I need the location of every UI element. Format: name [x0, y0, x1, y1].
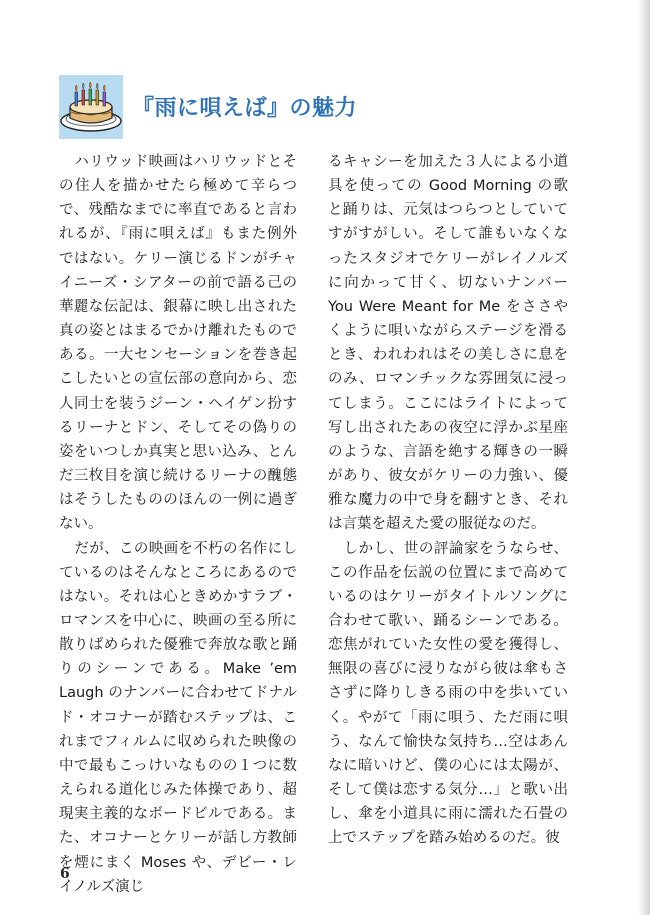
- paragraph: [328, 150, 568, 537]
- paragraph-text: ハリウッド映画はハリウッドとその住人を描かせたら極めて辛らつで、残酷なまでに率直であると言われるが、『雨に唄えば』もまた例外ではない。ケリー演じるドンがチャイニーズ・シアターの前で語る己の華麗な伝記は、銀幕に映し出された真の姿とはまるでかけ離れたものである。一大センセーションを巻き起こしたいとの宣伝部の意向から、恋人同士を装うジーン・ヘイゲン扮するリーナとドン、そしてその偽りの姿をいつしか真実と思い込み、とんだ三枚目を演じ続けるリーナの醜態はそうしたもののほんの一例に過ぎない。: [59, 154, 297, 533]
- left-column: [59, 150, 297, 895]
- right-column: [328, 150, 568, 850]
- birthday-cake-icon: [58, 74, 124, 140]
- paragraph-text: だが、この映画を不朽の名作にしているのはそんなところにあるのではない。それは心ときめかすラブ・ロマンスを中心に、映画の至る所に散りばめられた優雅で奔放な歌と踊りのシーンである。Make ’em Laugh のナンバーに合わせてドナルド・オコナーが踏むステップは、これまでフィルムに収められた映像の中で最もこっけいなものの１つに数えられる道化じみた体操であり、超現実主義的なボードビルである。また、オコナーとケリーが話し方教師を煙にまく Moses や、デビー・レイノルズ演じ: [59, 540, 297, 895]
- page-number: 6: [60, 866, 70, 882]
- paragraph-text: るキャシーを加えた３人による小道具を使っての Good Morning の歌と踊りは、元気はつらつとしていてすがすがしい。そして誰もいなくなったスタジオでケリーがレイノルズに向かって甘く、切ないナンバー You Were Meant for Me をささやくように唄いながらステージを滑るとき、われわれはその美しさに息をのみ、ロマンチックな雰囲気に浸ってしまう。ここにはライトによって写し出されたあの夜空に浮かぶ星座のような、言語を絶する輝きの一瞬があり、彼女がケリーの力強い、優雅な魔力の中で身を翻すとき、それは言葉を超えた愛の服従なのだ。: [328, 154, 568, 533]
- page-title: 『雨に唄えば』の魅力: [132, 96, 358, 121]
- paragraph-text: しかし、世の評論家をうならせ、この作品を伝説の位置にまで高めているのはケリーがタイトルソングに合わせて歌い、踊るシーンである。恋焦がれていた女性の愛を獲得し、無限の喜びに浸りながら彼は傘もささずに降りしきる雨の中を歩いていく。やがて「雨に唄う、ただ雨に唄う、なんて愉快な気持ち…空はあんなに暗いけど、僕の心には太陽が、そして僕は恋する気分…」と歌い出し、傘を小道具に雨に濡れた石畳の上でステップを踏み始めるのだ。彼: [328, 540, 568, 847]
- paragraph: [59, 537, 297, 899]
- paragraph: [59, 150, 297, 537]
- page-gutter-shadow: [638, 0, 650, 915]
- paragraph: [328, 537, 568, 851]
